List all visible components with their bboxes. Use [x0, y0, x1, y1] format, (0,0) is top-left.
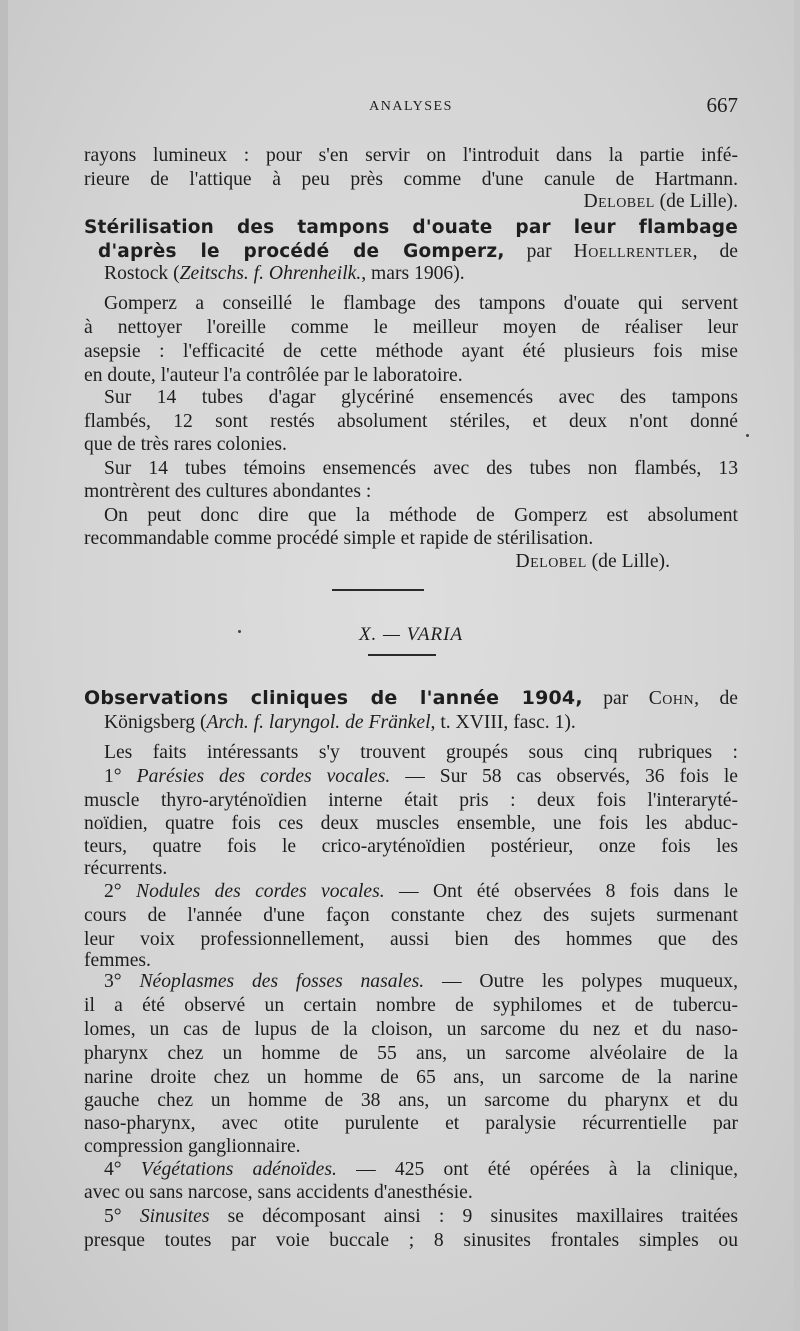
- source-end: , mars 1906).: [361, 263, 465, 284]
- paragraph-line: Sur 14 tubes d'agar glycériné ensemencés avec des tampons: [104, 387, 738, 408]
- paragraph-line: cours de l'année d'une façon constante chez des sujets surmenant: [84, 905, 738, 926]
- paragraph-line: muscle thyro-aryténoïdien interne était pris : deux fois l'interaryté-: [84, 790, 738, 811]
- source-journal: Arch. f. laryngol. de Fränkel: [206, 712, 431, 733]
- running-title: ANALYSES: [369, 99, 453, 114]
- paragraph-line: naso-pharynx, avec otite purulente et paralysie récurrentielle par: [84, 1113, 738, 1134]
- paragraph-line: asepsie : l'efficacité de cette méthode ayant été plusieurs fois mise: [84, 341, 738, 362]
- source-start: Königsberg (: [104, 712, 207, 733]
- item-text: se décomposant ainsi : 9 sinusites maxillaires traitées: [209, 1206, 738, 1227]
- list-item-line: [104, 970, 738, 993]
- item-text: — 425 ont été opérées à la clinique,: [336, 1159, 739, 1180]
- source-start: Rostock (: [104, 263, 180, 284]
- print-speck: [746, 434, 749, 437]
- page-left-edge: [0, 0, 8, 1331]
- paragraph-line: recommandable comme procédé simple et rapide de stérilisation.: [84, 528, 594, 549]
- print-speck: [238, 630, 241, 633]
- paragraph-line: à nettoyer l'oreille comme le meilleur moyen de réaliser leur: [84, 317, 738, 338]
- item-number: 2°: [104, 881, 137, 902]
- item-text: — Outre les polypes muqueux,: [424, 971, 738, 992]
- article-title-end: , de: [694, 688, 739, 709]
- source-end: , t. XVIII, fasc. 1).: [430, 712, 576, 733]
- article-title: [84, 687, 738, 710]
- signature-name: Delobel: [583, 191, 655, 212]
- paragraph-line: pharynx chez un homme de 55 ans, un sarcome alvéolaire de la: [84, 1043, 738, 1064]
- paragraph-line: récurrents.: [84, 858, 168, 879]
- signature-name: Delobel: [515, 551, 587, 572]
- article-title-bold: Observations cliniques de l'année 1904,: [84, 687, 583, 709]
- page-right-edge: [794, 0, 800, 1331]
- paragraph-line: flambés, 12 sont restés absolument stériles, et deux n'ont donné: [84, 411, 738, 432]
- article-title: [84, 216, 738, 239]
- article-by: par: [504, 241, 574, 262]
- list-item-line: [104, 765, 738, 788]
- paragraph-line: teurs, quatre fois le crico-aryténoïdien postérieur, onze fois les: [84, 836, 738, 857]
- paragraph-line: leur voix professionnellement, aussi bien des hommes que des: [84, 929, 738, 950]
- signature-place: (de Lille).: [654, 191, 738, 212]
- article-author: Hoellrentler: [573, 241, 693, 262]
- section-rule-bottom: [368, 654, 436, 656]
- paragraph-line: Les faits intéressants s'y trouvent groupés sous cinq rubriques :: [104, 742, 738, 763]
- paragraph-line: narine droite chez un homme de 65 ans, un sarcome de la narine: [84, 1067, 738, 1088]
- item-title: Néoplasmes des fosses nasales.: [139, 971, 425, 992]
- paragraph-line: femmes.: [84, 950, 151, 971]
- item-number: 5°: [104, 1206, 140, 1227]
- paragraph-line: compression ganglionnaire.: [84, 1136, 301, 1157]
- article-title-end: , de: [692, 241, 739, 262]
- list-item-line: [104, 1158, 738, 1181]
- item-number: 4°: [104, 1159, 141, 1180]
- article-source: [104, 711, 576, 734]
- item-number: 1°: [104, 766, 137, 787]
- signature: [84, 190, 738, 213]
- item-title: Sinusites: [139, 1206, 210, 1227]
- page-header: [84, 93, 738, 119]
- article-by: par: [582, 688, 649, 709]
- paragraph-line: avec ou sans narcose, sans accidents d'anesthésie.: [84, 1182, 473, 1203]
- paragraph-line: On peut donc dire que la méthode de Gomperz est absolument: [104, 505, 738, 526]
- item-text: — Ont été observées 8 fois dans le: [384, 881, 738, 902]
- list-item-line: [104, 1205, 738, 1228]
- signature-place: (de Lille).: [586, 551, 670, 572]
- paragraph-line: noïdien, quatre fois ces deux muscles ensemble, une fois les abduc-: [84, 813, 738, 834]
- source-journal: Zeitschs. f. Ohrenheilk.: [179, 263, 362, 284]
- signature: [84, 550, 670, 573]
- paragraph-line: il a été observé un certain nombre de syphilomes et de tubercu-: [84, 995, 738, 1016]
- paragraph-line: lomes, un cas de lupus de la cloison, un sarcome du nez et du naso-: [84, 1019, 738, 1040]
- section-rule-top: [332, 589, 424, 591]
- article-title-bold: d'après le procédé de Gomperz,: [98, 241, 505, 262]
- paragraph-line: gauche chez un homme de 38 ans, un sarcome du pharynx et du: [84, 1090, 738, 1111]
- item-text: — Sur 58 cas observés, 36 fois le: [390, 766, 739, 787]
- item-title: Végétations adénoïdes.: [140, 1159, 337, 1180]
- paragraph-line: Sur 14 tubes témoins ensemencés avec des tubes non flambés, 13: [104, 458, 738, 479]
- paragraph-line: montrèrent des cultures abondantes :: [84, 481, 372, 502]
- article-source: [104, 262, 465, 285]
- text-line: rieure de l'attique à peu près comme d'une canule de Hartmann.: [84, 169, 738, 190]
- article-title-line2: [84, 240, 738, 263]
- paragraph-line: presque toutes par voie buccale ; 8 sinusites frontales simples ou: [84, 1230, 738, 1251]
- article-title-bold: Stérilisation des tampons d'ouate par leur flambage: [84, 217, 738, 238]
- item-number: 3°: [104, 971, 140, 992]
- paragraph-line: que de très rares colonies.: [84, 434, 287, 455]
- section-heading: X. — VARIA: [358, 624, 464, 645]
- paragraph-line: Gomperz a conseillé le flambage des tampons d'ouate qui servent: [104, 293, 738, 314]
- paragraph-line: en doute, l'auteur l'a contrôlée par le laboratoire.: [84, 365, 463, 386]
- text-line: rayons lumineux : pour s'en servir on l'introduit dans la partie infé-: [84, 145, 738, 166]
- list-item-line: [104, 880, 738, 903]
- item-title: Nodules des cordes vocales.: [136, 881, 385, 902]
- page-number: 667: [706, 93, 738, 117]
- article-author: Cohn: [648, 688, 695, 709]
- item-title: Parésies des cordes vocales.: [136, 766, 391, 787]
